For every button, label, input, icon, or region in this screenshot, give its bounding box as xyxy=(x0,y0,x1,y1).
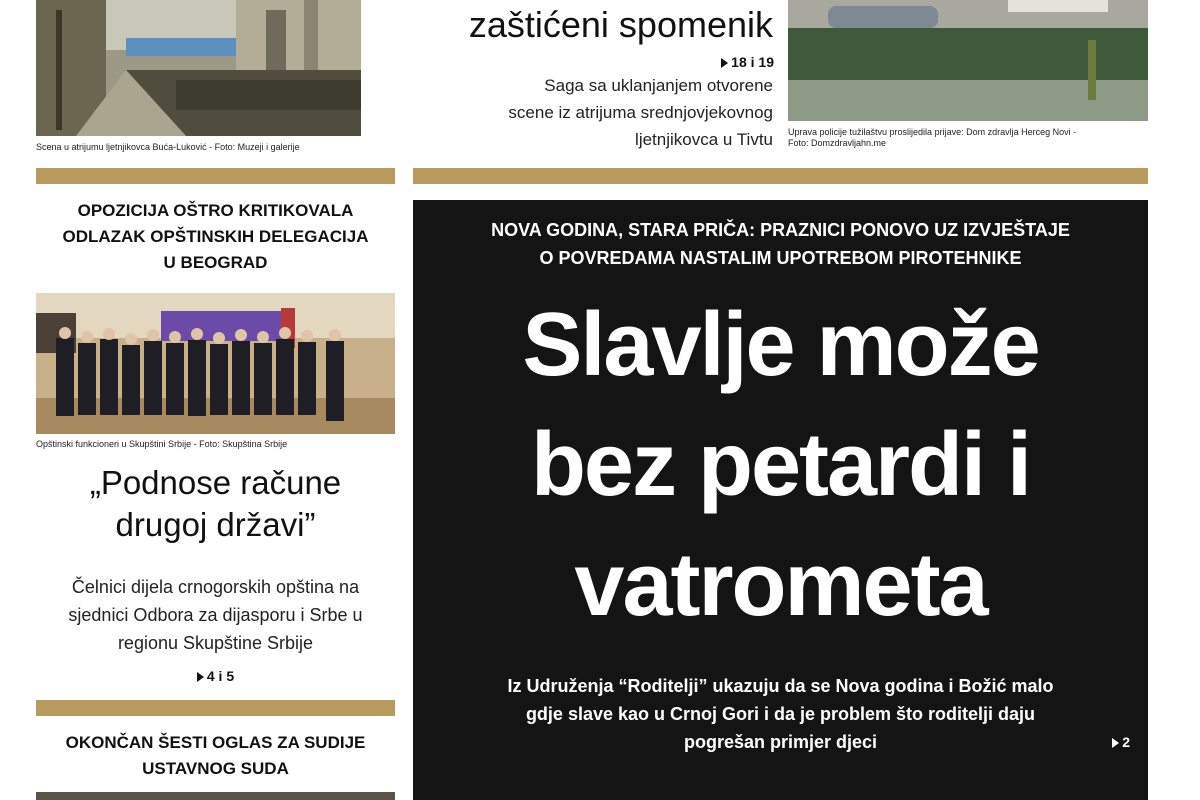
left-kicker-line: ODLAZAK OPŠTINSKIH DELEGACIJA xyxy=(62,227,369,246)
main-headline-line: vatrometa xyxy=(574,535,987,635)
left-kicker xyxy=(36,198,395,276)
gold-rule-left xyxy=(36,168,395,184)
top-right-photo xyxy=(788,0,1148,121)
top-deck xyxy=(395,72,773,153)
top-page-ref xyxy=(672,54,774,70)
main-deck-line: pogrešan primjer djeci xyxy=(683,732,878,752)
arrow-icon xyxy=(721,58,728,68)
gold-rule-left-2 xyxy=(36,700,395,716)
main-deck-line: gdje slave kao u Crnoj Gori i da je problem što roditelji daju xyxy=(525,704,1036,724)
gold-rule-right xyxy=(413,168,1148,184)
left-kicker-line: U BEOGRAD xyxy=(163,253,268,272)
left-deck-line: Čelnici dijela crnogorskih opština na xyxy=(71,577,360,597)
left-page-ref-label: 4 i 5 xyxy=(206,668,235,684)
main-kicker-line: O POVREDAMA NASTALIM UPOTREBOM PIROTEHNIKE xyxy=(539,248,1022,268)
top-headline: zaštićeni spomenik xyxy=(468,4,773,45)
top-page-ref-label: 18 i 19 xyxy=(731,54,774,70)
left-kicker-line: OPOZICIJA OŠTRO KRITIKOVALA xyxy=(77,201,354,220)
main-headline-line: bez petardi i xyxy=(530,415,1031,515)
top-right-photo-caption xyxy=(788,127,1076,149)
top-deck-line: ljetnjikovca u Tivtu xyxy=(635,130,773,149)
delegation-photo-image xyxy=(36,293,395,434)
parking-photo-image xyxy=(788,0,1148,121)
left-story-photo-caption: Opštinski funkcioneri u Skupštini Srbije - Foto: Skupština Srbije xyxy=(36,439,288,449)
left-deck-line: sjednici Odbora za dijasporu i Srbe u xyxy=(68,605,363,625)
top-deck-line: Saga sa uklanjanjem otvorene xyxy=(544,76,773,95)
main-headline xyxy=(413,285,1148,645)
left-headline-line: drugoj državi” xyxy=(115,506,316,543)
main-kicker-line: NOVA GODINA, STARA PRIČA: PRAZNICI PONOVO UZ IZVJEŠTAJE xyxy=(491,220,1070,240)
left-story-2-photo xyxy=(36,792,395,800)
left-story-photo xyxy=(36,293,395,434)
main-page-ref xyxy=(1090,734,1130,750)
main-kicker xyxy=(413,216,1148,272)
arrow-icon xyxy=(197,672,204,682)
main-headline-line: Slavlje može xyxy=(522,295,1039,395)
left-deck xyxy=(36,573,395,657)
left-page-ref xyxy=(36,668,395,684)
arrow-icon xyxy=(1112,738,1119,748)
left-headline-line: „Podnose račune xyxy=(89,464,342,501)
main-deck-line: Iz Udruženja “Roditelji” ukazuju da se Nova godina i Božić malo xyxy=(507,676,1054,696)
garden-photo-image xyxy=(36,0,361,136)
main-deck xyxy=(413,672,1148,756)
top-right-caption-line: Foto: Domzdravljahn.me xyxy=(788,138,887,148)
left-kicker-2-line: OKONČAN ŠESTI OGLAS ZA SUDIJE xyxy=(65,733,366,752)
main-page-ref-label: 2 xyxy=(1122,734,1130,750)
left-kicker-2 xyxy=(36,730,395,782)
top-deck-line: scene iz atrijuma srednjovjekovnog xyxy=(508,103,773,122)
left-headline xyxy=(36,462,395,546)
left-deck-line: regionu Skupštine Srbije xyxy=(117,633,314,653)
top-left-photo xyxy=(36,0,361,136)
top-left-photo-caption: Scena u atrijumu ljetnjikovca Buća-Luković - Foto: Muzeji i galerije xyxy=(36,142,300,152)
top-right-caption-line: Uprava policije tužilaštvu proslijedila prijave: Dom zdravlja Herceg Novi - xyxy=(788,127,1077,137)
left-kicker-2-line: USTAVNOG SUDA xyxy=(142,759,289,778)
